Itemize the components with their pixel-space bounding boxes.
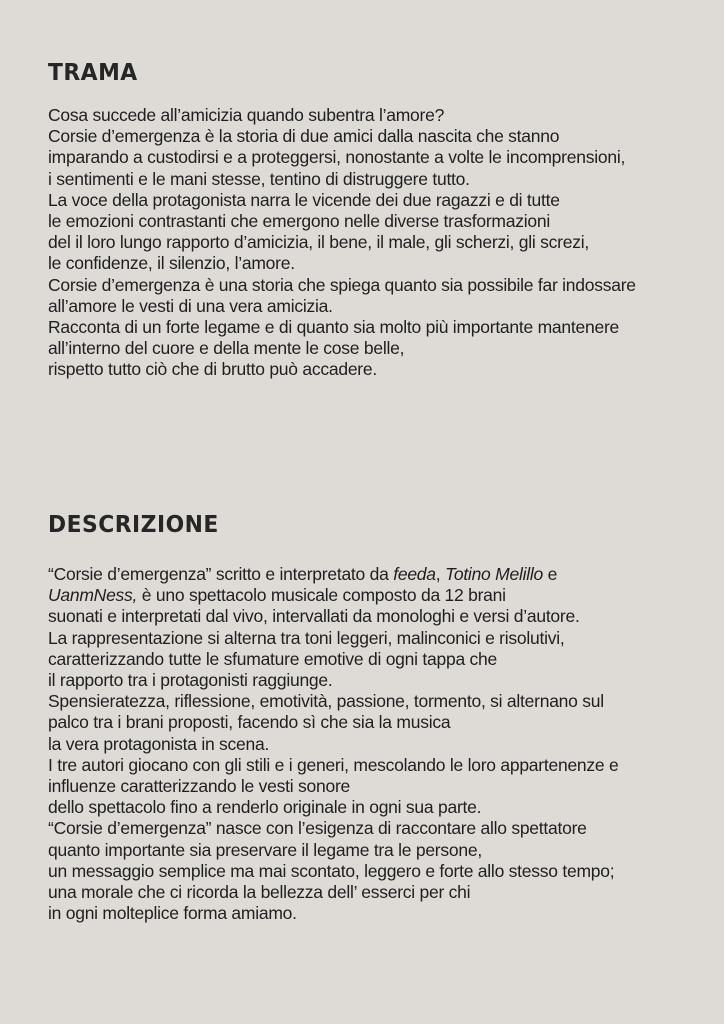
descrizione-line-text: “Corsie d’emergenza” scritto e interpretato da <box>48 564 394 584</box>
descrizione-paragraph <box>48 564 718 924</box>
trama-line: all’amore le vesti di una vera amicizia. <box>48 295 333 316</box>
trama-line: Racconta di un forte legame e di quanto sia molto più importante mantenere <box>48 317 620 338</box>
descrizione-line: quanto importante sia preservare il legame tra le persone, <box>48 839 482 860</box>
trama-line: all’interno del cuore e della mente le cose belle, <box>48 338 405 359</box>
descrizione-line: I tre autori giocano con gli stili e i generi, mescolando le loro appartenenze e <box>48 754 619 775</box>
descrizione-line <box>48 585 718 606</box>
trama-line: rispetto tutto ciò che di brutto può accadere. <box>48 359 377 380</box>
trama-line: Corsie d’emergenza è una storia che spiega quanto sia possibile far indossare <box>48 274 636 295</box>
descrizione-line: il rapporto tra i protagonisti raggiunge. <box>48 670 333 691</box>
trama-line: i sentimenti e le mani stesse, tentino di distruggere tutto. <box>48 168 470 189</box>
descrizione-line: in ogni molteplice forma amiamo. <box>48 903 297 924</box>
descrizione-heading: DESCRIZIONE <box>48 512 219 538</box>
trama-line: del il loro lungo rapporto d’amicizia, il bene, il male, gli scherzi, gli screzi, <box>48 232 589 253</box>
descrizione-line: suonati e interpretati dal vivo, intervallati da monologhi e versi d’autore. <box>48 606 580 627</box>
descrizione-line: La rappresentazione si alterna tra toni leggeri, malinconici e risolutivi, <box>48 627 565 648</box>
author-name-uanmness: UanmNess, <box>48 585 138 606</box>
descrizione-line: caratterizzando tutte le sfumature emotive di ogni tappa che <box>48 648 498 669</box>
descrizione-line: una morale che ci ricorda la bellezza dell’ esserci per chi <box>48 882 471 903</box>
trama-line: imparando a custodirsi e a proteggersi, nonostante a volte le incomprensioni, <box>48 147 626 168</box>
descrizione-line: palco tra i brani proposti, facendo sì che sia la musica <box>48 712 451 733</box>
descrizione-line: un messaggio semplice ma mai scontato, leggero e forte allo stesso tempo; <box>48 860 615 881</box>
author-name-feeda: feeda <box>393 564 436 584</box>
descrizione-line: “Corsie d’emergenza” nasce con l’esigenza di raccontare allo spettatore <box>48 818 587 839</box>
trama-line: Cosa succede all’amicizia quando subentra l’amore? <box>48 105 445 125</box>
descrizione-line: Spensieratezza, riflessione, emotività, passione, tormento, si alternano sul <box>48 691 604 712</box>
descrizione-line-text: è uno spettacolo musicale composto da 12 brani <box>137 585 506 606</box>
trama-heading: TRAMA <box>48 60 138 86</box>
descrizione-line-text: e <box>543 564 558 584</box>
author-name-totino-melillo: Totino Melillo <box>445 564 543 584</box>
trama-line: le confidenze, il silenzio, l’amore. <box>48 253 295 274</box>
trama-line: La voce della protagonista narra le vicende dei due ragazzi e di tutte <box>48 189 560 210</box>
descrizione-line <box>48 564 718 585</box>
trama-line: Corsie d’emergenza è la storia di due amici dalla nascita che stanno <box>48 126 560 147</box>
descrizione-line: dello spettacolo fino a renderlo originale in ogni sua parte. <box>48 797 482 818</box>
descrizione-line-text: , <box>435 564 445 584</box>
trama-line: le emozioni contrastanti che emergono nelle diverse trasformazioni <box>48 211 550 232</box>
descrizione-line: influenze caratterizzando le vesti sonore <box>48 776 351 797</box>
descrizione-line: la vera protagonista in scena. <box>48 733 270 754</box>
trama-paragraph <box>48 105 718 381</box>
